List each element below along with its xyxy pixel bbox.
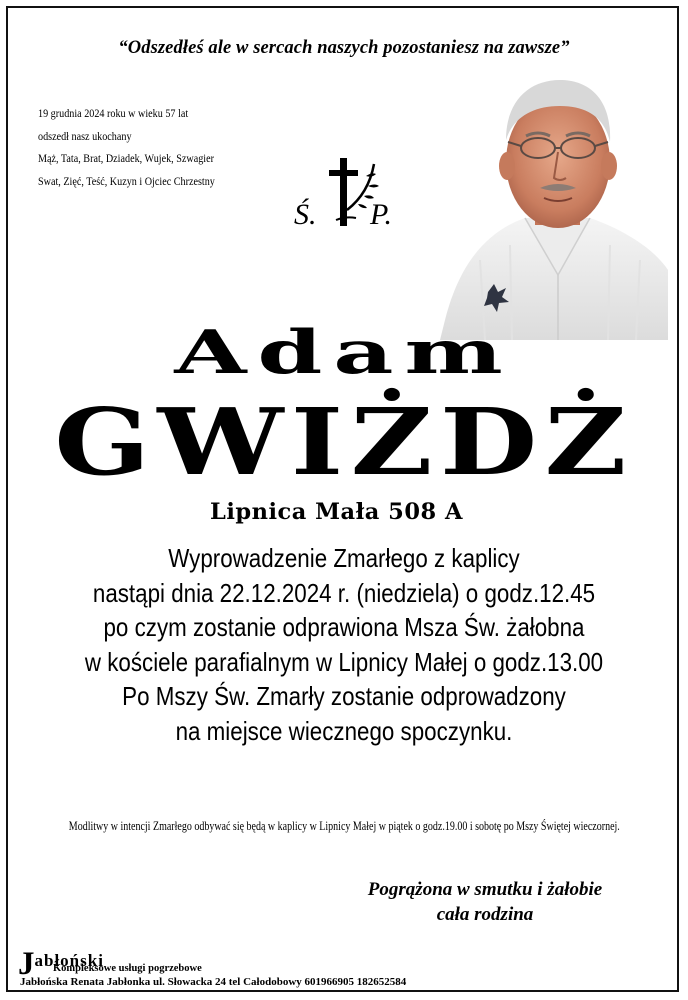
- prayer-notice: Modlitwy w intencji Zmarłego odbywać się będą w kaplicy w Lipnicy Małej w piątek o godz.19.00 i sobotę po Mszy Świętej wieczornej.: [68, 819, 620, 833]
- mourners-line-2: cała rodzina: [436, 904, 534, 925]
- sp-cross-symbol: [294, 150, 404, 240]
- mourners-signature: [310, 877, 660, 927]
- funeral-line: po czym zostanie odprawiona Msza Św. żałobna: [103, 612, 585, 642]
- deceased-portrait: [440, 70, 670, 340]
- funeral-home-subtitle: Kompleksowe usługi pogrzebowe: [53, 963, 202, 974]
- first-name: Adam: [174, 318, 514, 388]
- logo-initial: J: [18, 946, 35, 982]
- funeral-line: nastąpi dnia 22.12.2024 r. (niedziela) o godz.12.45: [92, 577, 596, 608]
- sp-left-text: Ś.: [294, 198, 317, 231]
- deceased-address: Lipnica Mała 508 A: [210, 499, 463, 525]
- funeral-line: na miejsce wiecznego spoczynku.: [175, 715, 513, 746]
- mourners-line-1: Pogrążona w smutku i żałobie: [367, 879, 603, 900]
- last-name: GWIŻDŻ: [54, 388, 634, 496]
- funeral-line: Wyprowadzenie Zmarłego z kaplicy: [168, 543, 520, 573]
- funeral-details: [0, 541, 688, 748]
- announcement-line: Swat, Zięć, Teść, Kuzyn i Ojciec Chrzestny: [38, 173, 215, 188]
- announcement-line: Mąż, Tata, Brat, Dziadek, Wujek, Szwagier: [38, 151, 214, 165]
- announcement-line: 19 grudnia 2024 roku w wieku 57 lat: [38, 106, 189, 120]
- funeral-home-address: Jabłońska Renata Jabłonka ul. Słowacka 24 tel Całodobowy 601966905 182652584: [20, 976, 407, 988]
- sp-right-text: P.: [370, 198, 392, 231]
- funeral-line: Po Mszy Św. Zmarły zostanie odprowadzony: [122, 681, 566, 711]
- logo-name: abłoński: [34, 951, 104, 970]
- announcement-line: odszedł nasz ukochany: [38, 128, 132, 143]
- memorial-quote: “Odszedłeś ale w sercach naszych pozostaniesz na zawsze”: [118, 38, 570, 58]
- funeral-line: w kościele parafialnym w Lipnicy Małej o godz.13.00: [84, 646, 604, 677]
- death-announcement: [38, 102, 214, 192]
